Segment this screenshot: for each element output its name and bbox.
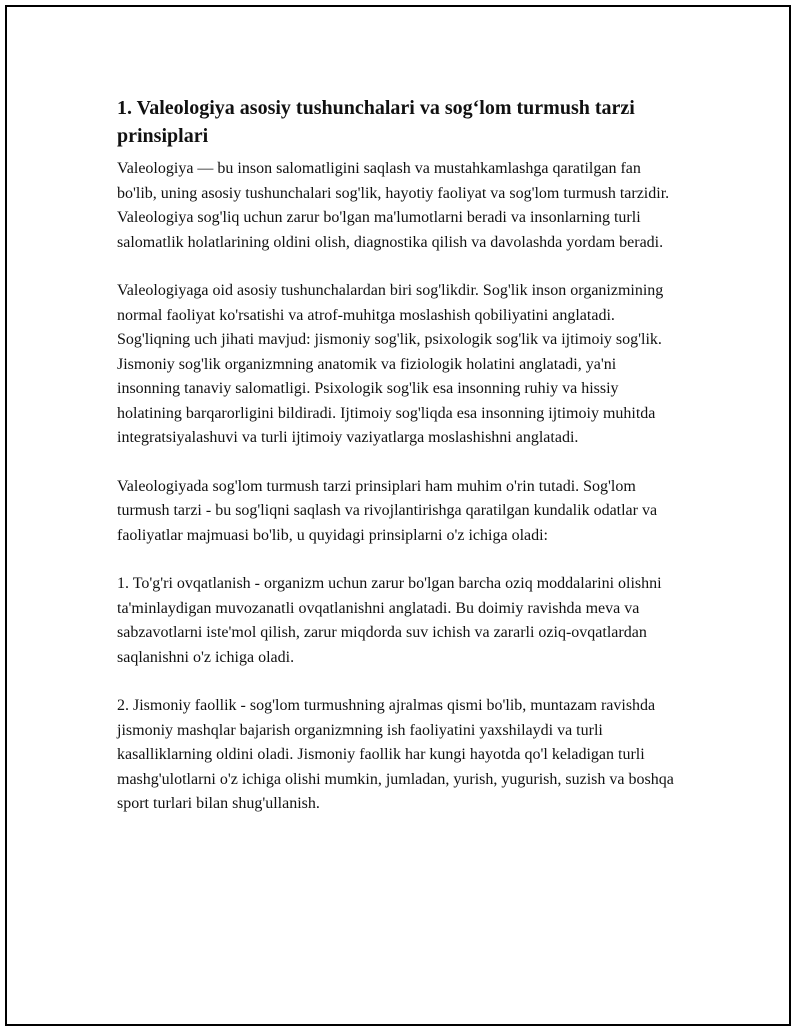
document-body xyxy=(117,94,683,841)
paragraph-principle-nutrition: 1. To'g'ri ovqatlanish - organizm uchun zarur bo'lgan barcha oziq moddalarini olishni ta'minlaydigan muvozanatli ovqatlanishni anglatadi. Bu doimiy ravishda meva va sabzavotlarni iste'mol qilish, zarur miqdorda suv ichish va zararli oziq-ovqatlardan saqlanishni o'z ichiga oladi. xyxy=(117,575,662,666)
paragraph-intro: Valeologiya — bu inson salomatligini saqlash va mustahkamlashga qaratilgan fan bo'lib, uning asosiy tushunchalari sog'lik, hayotiy faoliyat va sog'lom turmush tarzidir. Valeologiya sog'liq uchun zarur bo'lgan ma'lumotlarni beradi va insonlarning turli salomatlik holatlarining oldini olish, diagnostika qilish va davolashda yordam beradi. xyxy=(117,160,670,251)
paragraph-healthy-lifestyle: Valeologiyada sog'lom turmush tarzi prinsiplari ham muhim o'rin tutadi. Sog'lom turmush tarzi - bu sog'liqni saqlash va rivojlantirishga qaratilgan kundalik odatlar va faoliyatlar majmuasi bo'lib, u quyidagi prinsiplarni o'z ichiga oladi: xyxy=(117,477,658,544)
document-title: 1. Valeologiya asosiy tushunchalari va sog‘lom turmush tarzi prinsiplari xyxy=(117,97,635,147)
paragraph-principle-activity: 2. Jismoniy faollik - sog'lom turmushning ajralmas qismi bo'lib, muntazam ravishda jismoniy mashqlar bajarish organizmning ish faoliyatini yaxshilaydi va turli kasalliklarning oldini oladi. Jismoniy faollik har kungi hayotda qo'l keladigan turli mashg'ulotlarni o'z ichiga olishi mumkin, jumladan, yurish, yugurish, suzish va boshqa sport turlari bilan shug'ullanish. xyxy=(117,697,674,812)
paragraph-health-aspects: Valeologiyaga oid asosiy tushunchalardan biri sog'likdir. Sog'lik inson organizmining normal faoliyat ko'rsatishi va atrof-muhitga moslashish qobiliyatini anglatadi. Sog'liqning uch jihati mavjud: jismoniy sog'lik, psixologik sog'lik va ijtimoiy sog'lik. Jismoniy sog'lik organizmning anatomik va fiziologik holatini anglatadi, ya'ni insonning tanaviy salomatligi. Psixologik sog'lik esa insonning ruhiy va hissiy holatining barqarorligini bildiradi. Ijtimoiy sog'liqda esa insonning ijtimoiy muhitda integratsiyalashuvi va turli ijtimoiy vaziyatlarga moslashishni anglatadi. xyxy=(117,282,664,446)
